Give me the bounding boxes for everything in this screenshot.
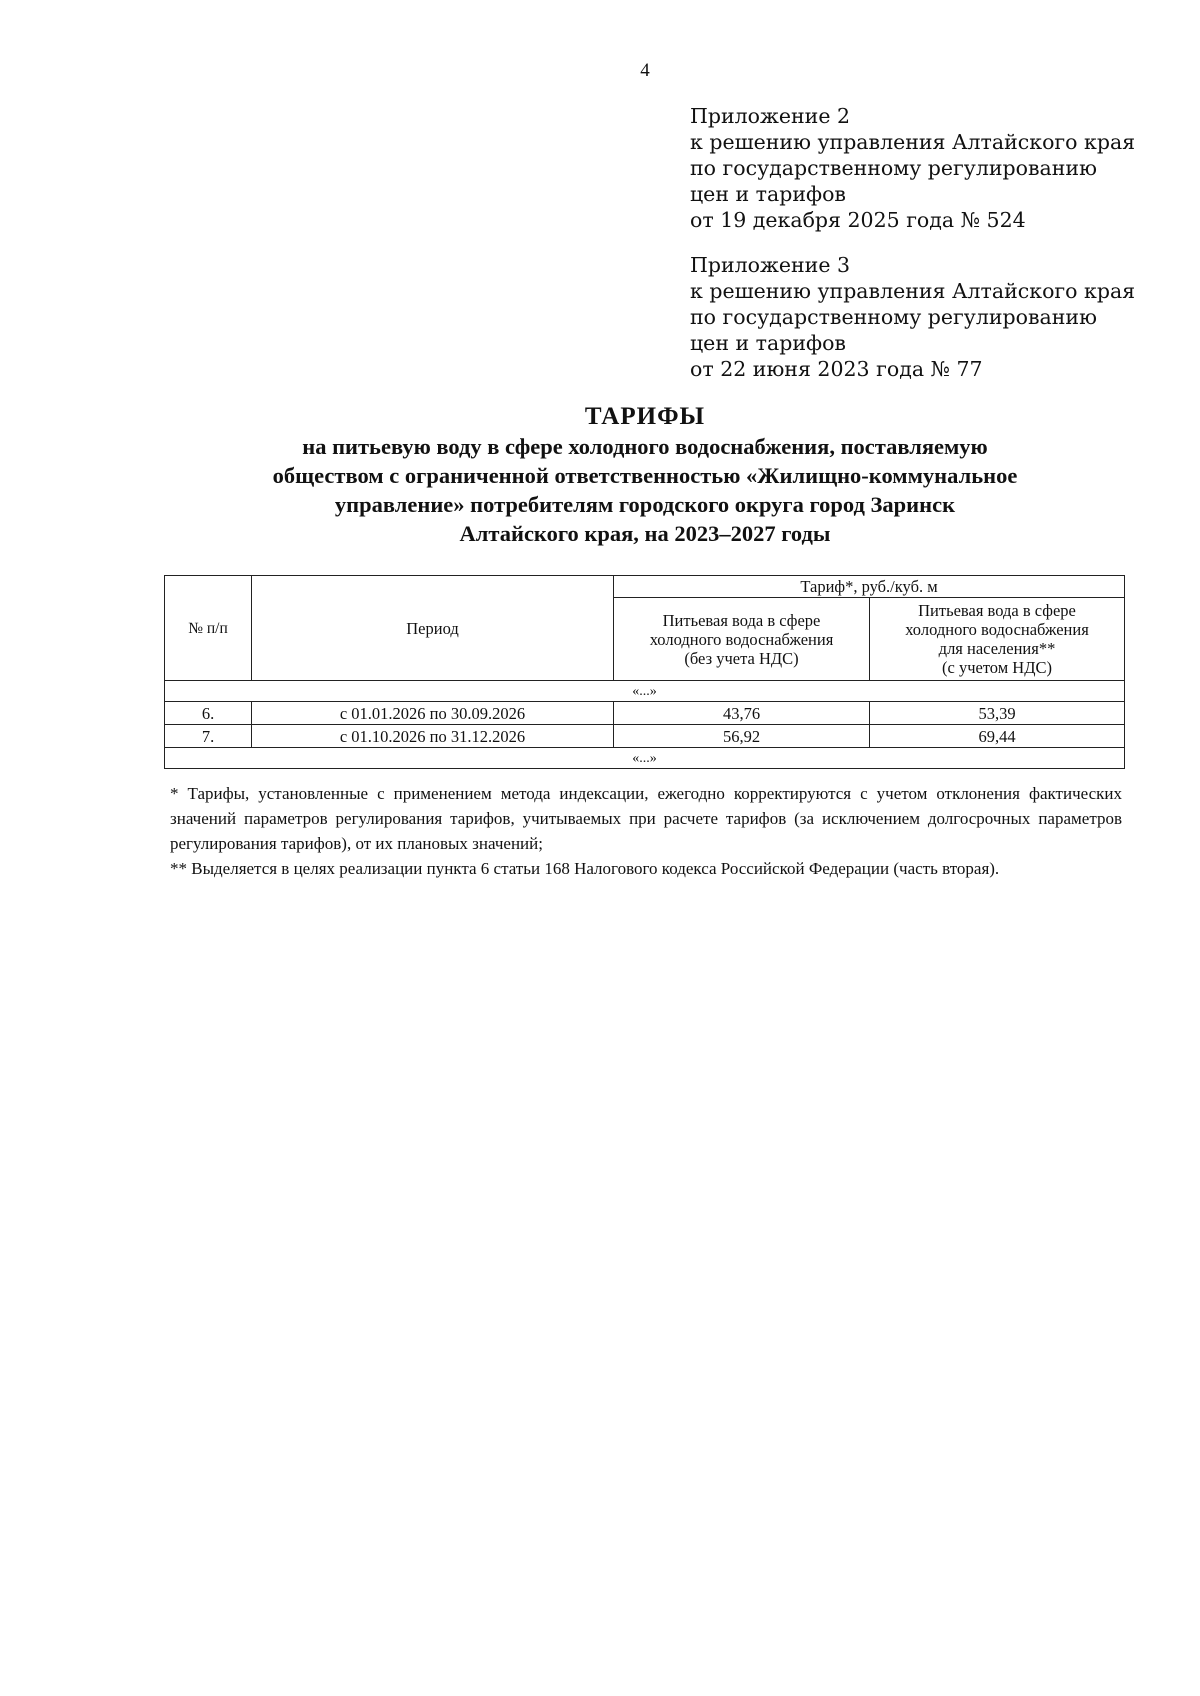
ellipsis: «...»: [165, 681, 1125, 702]
table-header-row: [165, 576, 1125, 598]
row-period: с 01.10.2026 по 31.12.2026: [252, 725, 614, 748]
row-tariff-with-vat: 53,39: [870, 702, 1125, 725]
header-period: Период: [252, 576, 614, 681]
appendix-line: цен и тарифов: [690, 331, 846, 355]
row-num: 6.: [165, 702, 252, 725]
table-ellipsis-row: [165, 681, 1125, 702]
ellipsis: «...»: [165, 748, 1125, 769]
header-without-vat: [614, 598, 870, 681]
header-line: Питьевая вода в сфере: [662, 610, 821, 630]
appendix-3-header: [690, 252, 1170, 382]
appendix-2-header: [690, 103, 1170, 233]
appendix-line: Приложение 3: [690, 253, 851, 277]
appendix-line: от 19 декабря 2025 года № 524: [690, 208, 1026, 232]
header-line: (без учета НДС): [684, 648, 799, 668]
row-tariff-with-vat: 69,44: [870, 725, 1125, 748]
footnotes: [170, 781, 1122, 881]
title-line: обществом с ограниченной ответственностью «Жилищно-коммунальное: [272, 463, 1018, 488]
header-line: Питьевая вода в сфере: [918, 601, 1076, 620]
title-line: на питьевую воду в сфере холодного водоснабжения, поставляемую: [302, 434, 988, 459]
appendix-line: к решению управления Алтайского края: [690, 130, 1136, 154]
appendix-line: по государственному регулированию: [690, 305, 1097, 329]
page-number: 4: [640, 60, 650, 81]
row-period: с 01.01.2026 по 30.09.2026: [252, 702, 614, 725]
title-main: ТАРИФЫ: [584, 403, 706, 430]
title-line: управление» потребителям городского округа город Заринск: [334, 492, 956, 517]
row-num: 7.: [165, 725, 252, 748]
tariffs-table: [164, 575, 1125, 769]
header-line: холодного водоснабжения: [649, 629, 834, 649]
table-row: [165, 725, 1125, 748]
header-num: № п/п: [165, 576, 252, 681]
appendix-line: Приложение 2: [690, 104, 851, 128]
title-line: Алтайского края, на 2023–2027 годы: [459, 521, 831, 546]
header-tariff: Тариф*, руб./куб. м: [614, 576, 1125, 598]
appendix-line: цен и тарифов: [690, 182, 846, 206]
row-tariff-without-vat: 56,92: [614, 725, 870, 748]
header-with-vat: [870, 598, 1125, 681]
title-subtitle: [160, 432, 1130, 548]
appendix-line: от 22 июня 2023 года № 77: [690, 357, 983, 381]
header-line: холодного водоснабжения: [905, 620, 1089, 639]
header-line: для населения**: [938, 639, 1056, 658]
table-row: [165, 702, 1125, 725]
document-title: [160, 402, 1130, 548]
footnote-2: ** Выделяется в целях реализации пункта 6 статьи 168 Налогового кодекса Российской Федерации (часть вторая).: [170, 859, 1000, 878]
header-line: (с учетом НДС): [942, 658, 1052, 677]
appendix-line: по государственному регулированию: [690, 156, 1097, 180]
table-ellipsis-row: [165, 748, 1125, 769]
footnote-1: * Тарифы, установленные с применением метода индексации, ежегодно корректируются с учетом отклонения фактических значений параметров регулирования тарифов, учитываемых при расчете тарифов (за исключением долгосрочных параметров регулирования тарифов), от их плановых значений;: [170, 784, 1122, 853]
row-tariff-without-vat: 43,76: [614, 702, 870, 725]
appendix-line: к решению управления Алтайского края: [690, 279, 1136, 303]
